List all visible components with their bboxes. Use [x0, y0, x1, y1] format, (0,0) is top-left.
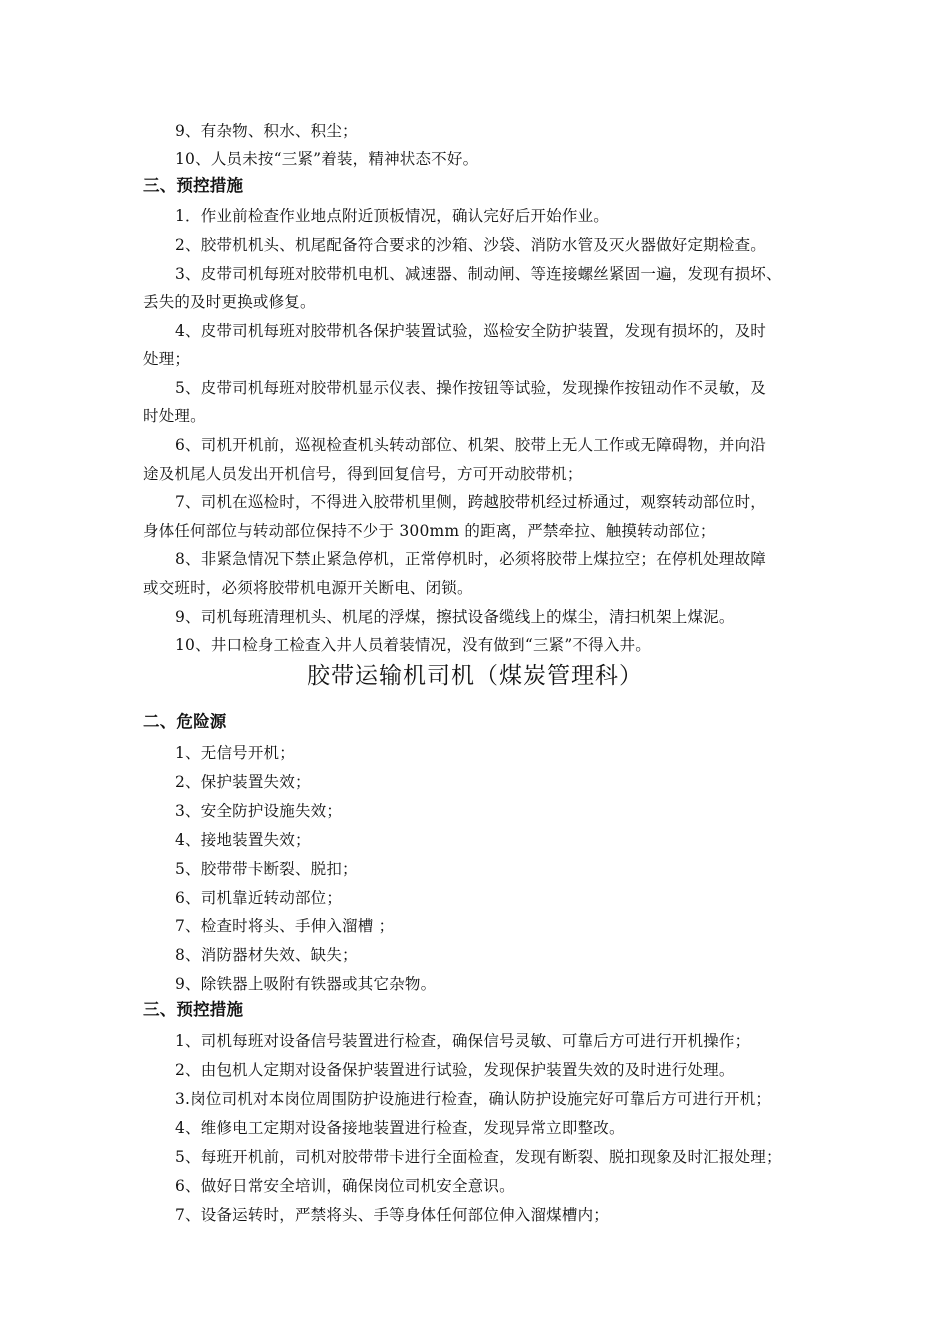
list-item-continuation: 或交班时，必须将胶带机电源开关断电、闭锁。 [143, 579, 473, 597]
list-item: 2、胶带机机头、机尾配备符合要求的沙箱、沙袋、消防水管及灭火器做好定期检查。 [175, 236, 766, 254]
list-item-continuation: 丢失的及时更换或修复。 [143, 293, 316, 311]
list-item-continuation: 处理； [143, 350, 191, 368]
list-item: 9、司机每班清理机头、机尾的浮煤，擦拭设备缆线上的煤尘，清扫机架上煤泥。 [175, 608, 735, 626]
list-item: 6、司机靠近转动部位； [175, 889, 343, 907]
list-item: 6、司机开机前，巡视检查机头转动部位、机架、胶带上无人工作或无障碍物，并向沿 [175, 436, 766, 454]
list-item-continuation: 途及机尾人员发出开机信号，得到回复信号，方可开动胶带机； [143, 465, 583, 483]
section-heading-prevention: 三、预控措施 [143, 176, 244, 195]
list-item-continuation: 时处理。 [143, 407, 206, 425]
list-item: 7、司机在巡检时，不得进入胶带机里侧，跨越胶带机经过桥通过，观察转动部位时， [175, 493, 766, 511]
list-item: 5、胶带带卡断裂、脱扣； [175, 860, 358, 878]
list-item: 2、由包机人定期对设备保护装置进行试验，发现保护装置失效的及时进行处理。 [175, 1061, 735, 1079]
list-item: 4、维修电工定期对设备接地装置进行检查，发现异常立即整改。 [175, 1119, 625, 1137]
list-item: 8、非紧急情况下禁止紧急停机，正常停机时，必须将胶带上煤拉空；在停机处理故障 [175, 550, 766, 568]
list-item: 7、设备运转时，严禁将头、手等身体任何部位伸入溜煤槽内； [175, 1206, 609, 1224]
list-item: 7、检查时将头、手伸入溜槽 ； [175, 917, 395, 935]
list-item: 3、皮带司机每班对胶带机电机、减速器、制动闸、等连接螺丝紧固一遍，发现有损坏、 [175, 265, 782, 283]
list-item-continuation: 身体任何部位与转动部位保持不少于 300mm 的距离，严禁牵拉、触摸转动部位； [143, 522, 716, 540]
list-item: 2、保护装置失效； [175, 773, 311, 791]
list-item: 6、做好日常安全培训，确保岗位司机安全意识。 [175, 1177, 515, 1195]
list-item: 8、消防器材失效、缺失； [175, 946, 358, 964]
list-item: 10、井口检身工检查入井人员着装情况，没有做到“三紧”不得入井。 [175, 636, 651, 654]
list-item: 3.岗位司机对本岗位周围防护设施进行检查，确认防护设施完好可靠后方可进行开机； [175, 1090, 772, 1108]
document-title: 胶带运输机司机（煤炭管理科） [307, 663, 643, 689]
list-item: 5、皮带司机每班对胶带机显示仪表、操作按钮等试验，发现操作按钮动作不灵敏，及 [175, 379, 766, 397]
list-item: 1、无信号开机； [175, 744, 295, 762]
list-item: 9、有杂物、积水、积尘； [175, 122, 358, 140]
list-item: 9、除铁器上吸附有铁器或其它杂物。 [175, 975, 437, 993]
list-item: 3、安全防护设施失效； [175, 802, 343, 820]
section-heading-hazards: 二、危险源 [143, 712, 227, 731]
list-item: 10、人员未按“三紧”着装，精神状态不好。 [175, 150, 479, 168]
list-item: 1．作业前检查作业地点附近顶板情况，确认完好后开始作业。 [175, 207, 609, 225]
list-item: 4、接地装置失效； [175, 831, 311, 849]
list-item: 5、每班开机前，司机对胶带带卡进行全面检查，发现有断裂、脱扣现象及时汇报处理； [175, 1148, 782, 1166]
list-item: 4、皮带司机每班对胶带机各保护装置试验，巡检安全防护装置，发现有损坏的，及时 [175, 322, 766, 340]
list-item: 1、司机每班对设备信号装置进行检查，确保信号灵敏、可靠后方可进行开机操作； [175, 1032, 751, 1050]
section-heading-prevention: 三、预控措施 [143, 1000, 244, 1019]
